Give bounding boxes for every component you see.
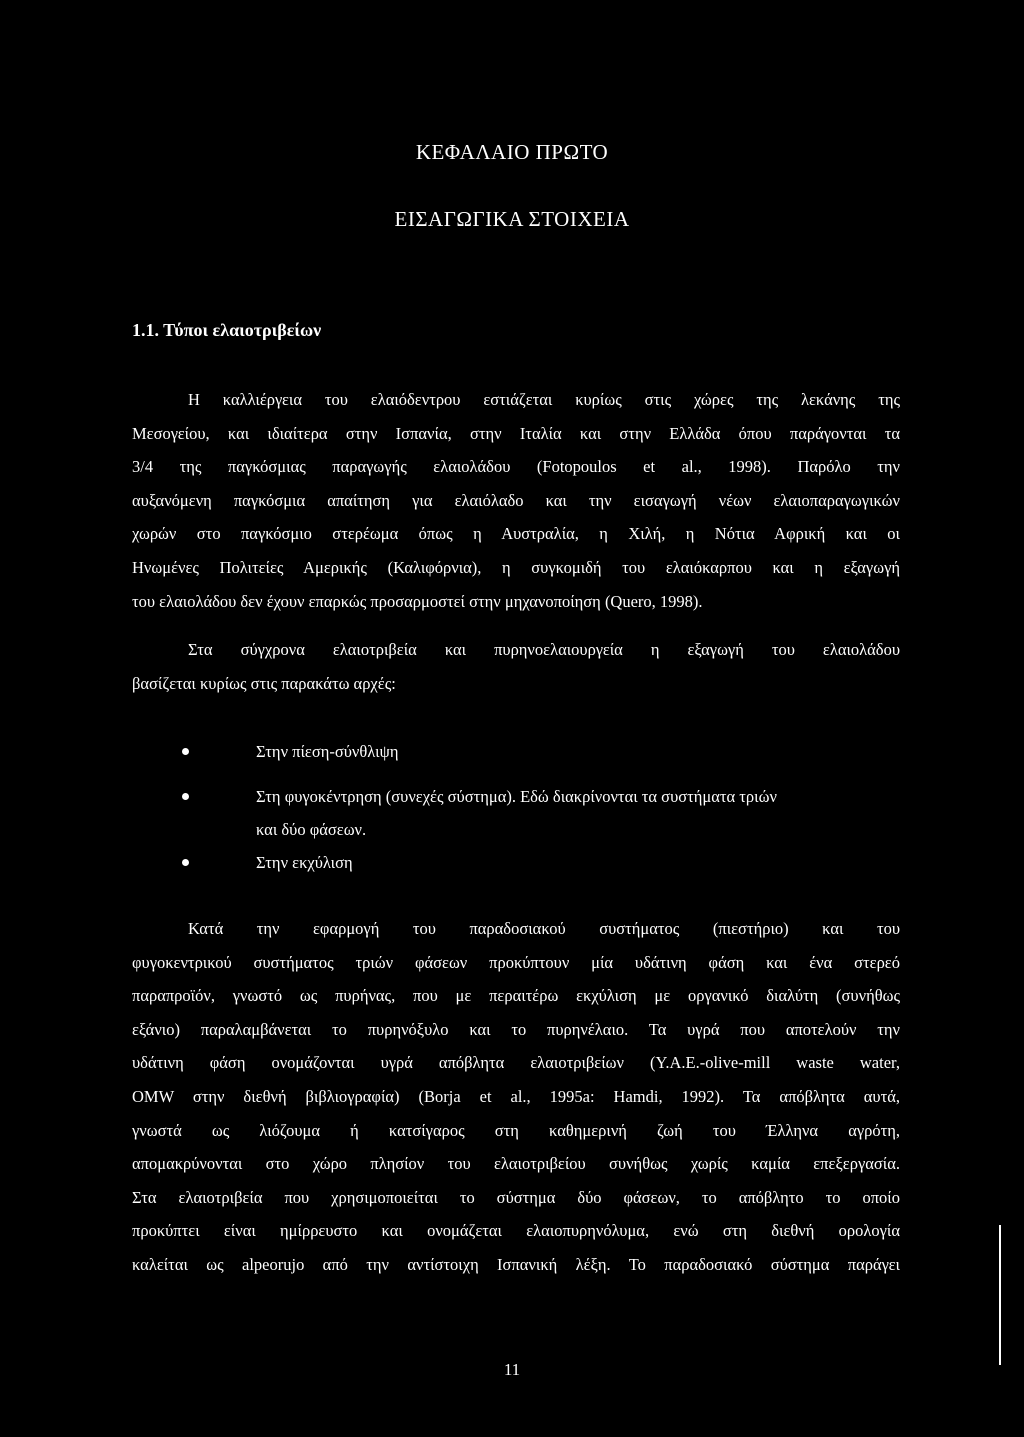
margin-rule-line [999, 1225, 1001, 1365]
list-item-text: και δύο φάσεων. [256, 820, 367, 839]
paragraph-line: χωρών στο παγκόσμιο στερέωμα όπως η Αυστραλία, η Χιλή, η Νότια Αφρική και οι [132, 524, 900, 544]
list-item [182, 846, 902, 879]
paragraph-line: Κατά την εφαρμογή του παραδοσιακού συστήματος (πιεστήριο) και του [188, 919, 900, 938]
list-item [182, 780, 902, 846]
paragraph-line: OMW στην διεθνή βιβλιογραφία) (Borja et al., 1995a: Hamdi, 1992). Τα απόβλητα αυτά, [132, 1086, 900, 1106]
paragraph-line: Μεσογείου, και ιδιαίτερα στην Ισπανία, στην Ιταλία και στην Ελλάδα όπου παράγονται τα [132, 423, 900, 443]
paragraph-line: 3/4 της παγκόσμιας παραγωγής ελαιολάδου (Fotopoulos et al., 1998). Παρόλο την [132, 457, 900, 477]
paragraph-extraction-principles [132, 633, 900, 700]
paragraph-line: Ηνωμένες Πολιτείες Αμερικής (Καλιφόρνια), η συγκομιδή του ελαιόκαρπου και η εξαγωγή [132, 557, 900, 577]
paragraph-line: Η καλλιέργεια του ελαιόδεντρου εστιάζεται κυρίως στις χώρες της λεκάνης της [188, 390, 900, 409]
paragraph-line: Στα σύγχρονα ελαιοτριβεία και πυρηνοελαιουργεία η εξαγωγή του ελαιολάδου [188, 640, 900, 659]
paragraph-line: καλείται ως alpeorujo από την αντίστοιχη Ισπανική λέξη. Το παραδοσιακό σύστημα παράγει [132, 1254, 900, 1274]
paragraph-line: βασίζεται κυρίως στις παρακάτω αρχές: [132, 673, 396, 693]
paragraph-line: εξάνιο) παραλαμβάνεται το πυρηνόξυλο και το πυρηνέλαιο. Τα υγρά που αποτελούν την [132, 1019, 900, 1039]
paragraph-waste-water [132, 912, 900, 1282]
list-item-text: Στην πίεση-σύνθλιψη [256, 742, 399, 761]
paragraph-line: προκύπτει είναι ημίρρευστο και ονομάζεται ελαιοπυρηνόλυμα, ενώ στη διεθνή ορολογία [132, 1221, 900, 1241]
chapter-subtitle: ΕΙΣΑΓΩΓΙΚΑ ΣΤΟΙΧΕΙΑ [394, 207, 630, 231]
paragraph-line: του ελαιολάδου δεν έχουν επαρκώς προσαρμοστεί στην μηχανοποίηση (Quero, 1998). [132, 591, 703, 611]
list-item-text: Στη φυγοκέντρηση (συνεχές σύστημα). Εδώ διακρίνονται τα συστήματα τριών [256, 787, 777, 806]
paragraph-line: παραπροϊόν, γνωστό ως πυρήνας, που με περαιτέρω εκχύλιση με οργανικό διαλύτη (συνήθως [132, 986, 900, 1006]
paragraph-line: υδάτινη φάση ονομάζονται υγρά απόβλητα ελαιοτριβείων (Υ.Α.Ε.-olive-mill waste water, [132, 1053, 900, 1073]
bullet-icon [182, 859, 189, 866]
list-item-text: Στην εκχύλιση [256, 853, 353, 872]
section-heading: 1.1. Τύποι ελαιοτριβείων [132, 320, 322, 340]
paragraph-line: φυγοκεντρικού συστήματος τριών φάσεων προκύπτουν μία υδάτινη φάση και ένα στερεό [132, 952, 900, 972]
paragraph-line: Στα ελαιοτριβεία που χρησιμοποιείται το σύστημα δύο φάσεων, το απόβλητο το οποίο [132, 1187, 900, 1207]
list-item [182, 735, 902, 768]
paragraph-line: γνωστά ως λιόζουμα ή κατσίγαρος στη καθημερινή ζωή του Έλληνα αγρότη, [132, 1120, 900, 1140]
page-number: 11 [503, 1360, 521, 1379]
paragraph-line: αυξανόμενη παγκόσμια απαίτηση για ελαιόλαδο και την εισαγωγή νέων ελαιοπαραγωγικών [132, 490, 900, 510]
paragraph-olive-cultivation [132, 383, 900, 618]
extraction-methods-list [182, 735, 902, 879]
paragraph-line: απομακρύνονται στο χώρο πλησίον του ελαιοτριβείου συνήθως χωρίς καμία επεξεργασία. [132, 1154, 900, 1174]
bullet-icon [182, 748, 189, 755]
chapter-title: ΚΕΦΑΛΑΙΟ ΠΡΩΤΟ [415, 140, 609, 164]
bullet-icon [182, 793, 189, 800]
